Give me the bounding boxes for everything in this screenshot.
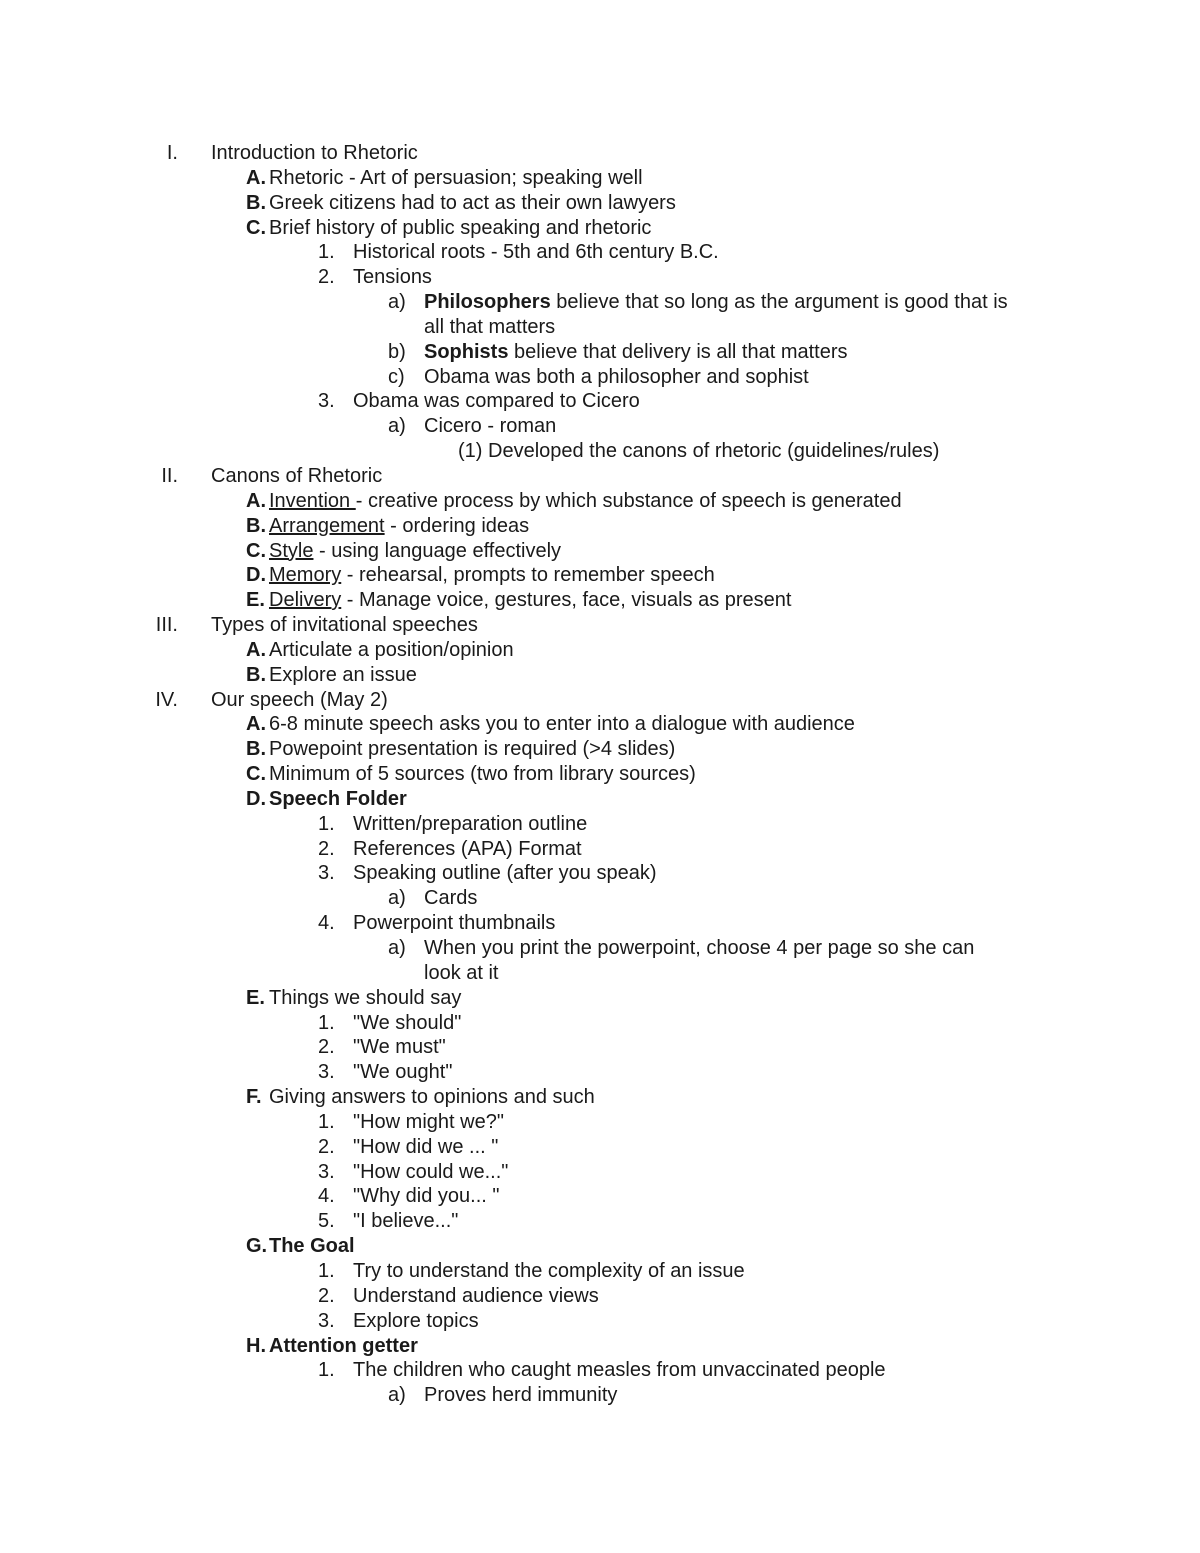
outline-body: Types of invitational speeches — [211, 614, 478, 637]
outline-text — [353, 812, 587, 837]
outline-body: Cards — [424, 887, 478, 910]
outline-marker: a) — [388, 887, 406, 910]
outline-body: Try to understand the complexity of an issue — [353, 1259, 745, 1282]
outline-text — [269, 191, 676, 216]
outline-term: Memory — [269, 564, 342, 587]
outline-text — [269, 216, 651, 241]
outline-marker: B. — [246, 191, 266, 214]
outline-marker: b) — [388, 340, 406, 363]
outline-text — [353, 911, 555, 936]
outline-item — [0, 265, 1200, 290]
outline-body: 6-8 minute speech asks you to enter into a dialogue with audience — [269, 713, 855, 736]
outline-body: Minimum of 5 sources (two from library sources) — [269, 763, 696, 786]
outline-marker: B. — [246, 514, 266, 537]
outline-body: Powepoint presentation is required (>4 slides) — [269, 738, 676, 761]
outline-body: (1) Developed the canons of rhetoric (guidelines/rules) — [458, 440, 940, 463]
outline-marker: 3. — [318, 1160, 335, 1183]
outline-item — [0, 464, 1200, 489]
outline-body: The Goal — [269, 1235, 355, 1258]
outline-body: all that matters — [424, 315, 556, 338]
outline-body: Introduction to Rhetoric — [211, 142, 418, 164]
outline-text — [353, 1060, 452, 1085]
outline-marker: a) — [388, 415, 406, 438]
outline-marker: C. — [246, 216, 266, 239]
outline-body: Greek citizens had to act as their own lawyers — [269, 191, 676, 214]
outline-text — [353, 1184, 499, 1209]
outline-text — [353, 265, 432, 290]
outline-item — [0, 1209, 1200, 1234]
outline-marker: 1. — [318, 1110, 335, 1133]
outline-item — [0, 1309, 1200, 1334]
outline-text — [269, 762, 696, 787]
outline-marker: D. — [246, 787, 266, 810]
outline-term: Invention — [269, 489, 356, 512]
outline-body: - Manage voice, gestures, face, visuals as present — [341, 589, 792, 612]
outline-item — [0, 489, 1200, 514]
outline-term: Delivery — [269, 589, 342, 612]
outline-text — [269, 663, 417, 688]
outline-text — [211, 613, 478, 638]
outline-text — [353, 1259, 745, 1284]
outline-item — [0, 1085, 1200, 1110]
outline-marker: 2. — [318, 837, 335, 860]
outline-marker: a) — [388, 937, 406, 959]
outline-body: Powerpoint thumbnails — [353, 912, 556, 935]
outline-text — [353, 1284, 599, 1309]
outline-term: Philosophers — [424, 291, 551, 314]
outline-text — [353, 1160, 508, 1185]
outline-body: Rhetoric - Art of persuasion; speaking well — [269, 166, 643, 189]
outline-item — [0, 712, 1200, 737]
outline-body: Canons of Rhetoric — [211, 464, 383, 487]
outline-body: Our speech (May 2) — [211, 688, 388, 711]
outline-text — [353, 1110, 504, 1135]
outline-body: Articulate a position/opinion — [269, 638, 514, 661]
outline-item — [0, 588, 1200, 613]
outline-marker: H. — [246, 1334, 266, 1357]
outline-body: believe that so long as the argument is good that is — [550, 291, 1008, 314]
outline-item — [0, 911, 1200, 936]
outline-item — [0, 216, 1200, 241]
outline-marker: 1. — [318, 812, 335, 835]
outline-item — [0, 837, 1200, 862]
outline-text — [424, 936, 974, 961]
outline-body: - creative process by which substance of speech is generated — [355, 489, 902, 512]
outline-item — [0, 762, 1200, 787]
outline-marker: IV. — [155, 688, 178, 711]
outline-item — [0, 638, 1200, 663]
outline-marker: 3. — [318, 1309, 335, 1332]
outline-item — [0, 1035, 1200, 1060]
outline-marker: c) — [388, 365, 405, 388]
outline-marker: I. — [166, 142, 178, 164]
outline-marker: E. — [246, 589, 265, 612]
outline-body: "We must" — [353, 1036, 446, 1059]
outline-item — [0, 961, 1200, 986]
outline-item — [0, 688, 1200, 713]
outline-item — [0, 514, 1200, 539]
outline-item — [0, 1160, 1200, 1185]
outline-marker: C. — [246, 539, 266, 562]
outline-marker: 1. — [318, 1259, 335, 1282]
outline-body: "Why did you... " — [353, 1185, 500, 1208]
outline-item — [0, 812, 1200, 837]
outline-text — [269, 166, 643, 191]
outline-item — [0, 563, 1200, 588]
outline-item — [0, 414, 1200, 439]
outline-marker: 2. — [318, 1135, 335, 1158]
outline-item — [0, 886, 1200, 911]
outline-body: Tensions — [353, 266, 432, 289]
outline-text — [269, 563, 715, 588]
outline-text — [353, 1358, 886, 1383]
outline-marker: A. — [246, 638, 266, 661]
outline-marker: 4. — [318, 1185, 335, 1208]
outline-text — [353, 389, 640, 414]
outline-text — [269, 1334, 418, 1359]
outline-body: "We should" — [353, 1011, 462, 1034]
outline-body: "How might we?" — [353, 1110, 504, 1133]
outline-text — [211, 141, 418, 166]
outline-body: Attention getter — [269, 1334, 418, 1357]
outline-marker: a) — [388, 1384, 406, 1407]
outline-marker: 3. — [318, 1061, 335, 1084]
outline-body: believe that delivery is all that matters — [508, 340, 848, 363]
outline-item — [0, 613, 1200, 638]
outline-marker: a) — [388, 291, 406, 314]
outline-item — [0, 389, 1200, 414]
outline-marker: II. — [161, 464, 178, 487]
outline-body: - rehearsal, prompts to remember speech — [341, 564, 715, 587]
outline-marker: A. — [246, 166, 266, 189]
outline-marker: A. — [246, 489, 266, 512]
outline-body: - ordering ideas — [384, 514, 530, 537]
outline-body: The children who caught measles from unvaccinated people — [353, 1359, 886, 1382]
outline-body: Obama was compared to Cicero — [353, 390, 640, 413]
outline-item — [0, 1135, 1200, 1160]
outline-text — [269, 514, 529, 539]
outline-item — [0, 1383, 1200, 1408]
outline-item — [0, 663, 1200, 688]
outline-body: When you print the powerpoint, choose 4 per page so she can — [424, 937, 975, 959]
outline-item — [0, 787, 1200, 812]
outline-body: Obama was both a philosopher and sophist — [424, 365, 809, 388]
outline-item — [0, 315, 1200, 340]
outline-text — [353, 240, 719, 265]
outline-text — [269, 539, 561, 564]
outline-body: References (APA) Format — [353, 837, 582, 860]
outline-body: - using language effectively — [313, 539, 562, 562]
outline-marker: 1. — [318, 1011, 335, 1034]
outline-text — [424, 365, 809, 390]
outline-body: "How did we ... " — [353, 1135, 499, 1158]
outline-item — [0, 1184, 1200, 1209]
outline-text — [424, 315, 555, 340]
outline-marker: G. — [246, 1235, 268, 1258]
outline-marker: 2. — [318, 1036, 335, 1059]
outline-marker: D. — [246, 564, 266, 587]
outline-item — [0, 365, 1200, 390]
outline-item — [0, 737, 1200, 762]
outline-marker: 5. — [318, 1210, 335, 1233]
outline-body: "We ought" — [353, 1061, 453, 1084]
outline-item — [0, 240, 1200, 265]
outline-text — [269, 588, 791, 613]
outline-body: Speech Folder — [269, 787, 407, 810]
outline-text — [353, 1309, 479, 1334]
outline-marker: 2. — [318, 1284, 335, 1307]
outline-item — [0, 439, 1200, 464]
outline-body: Giving answers to opinions and such — [269, 1086, 595, 1109]
outline-text — [353, 861, 657, 886]
outline-text — [458, 439, 939, 464]
outline-item — [0, 1259, 1200, 1284]
outline-text — [424, 414, 556, 439]
outline-marker: 1. — [318, 1359, 335, 1382]
outline-body: "I believe..." — [353, 1210, 459, 1233]
outline-term: Arrangement — [269, 514, 385, 537]
outline-item — [0, 340, 1200, 365]
outline-item — [0, 290, 1200, 315]
outline-text — [269, 787, 407, 812]
outline-body: "How could we..." — [353, 1160, 509, 1183]
outline-text — [269, 712, 855, 737]
outline-marker: 3. — [318, 390, 335, 413]
outline-text — [211, 688, 388, 713]
outline-text — [211, 464, 382, 489]
outline-marker: III. — [155, 614, 178, 637]
outline-item — [0, 539, 1200, 564]
outline-item — [0, 861, 1200, 886]
outline-body: Historical roots - 5th and 6th century B.C. — [353, 241, 719, 264]
outline-item — [0, 986, 1200, 1011]
outline-term: Style — [269, 539, 314, 562]
outline-marker: 1. — [318, 241, 335, 264]
outline-body: Things we should say — [269, 986, 462, 1009]
outline-text — [424, 961, 498, 986]
outline-item — [0, 1284, 1200, 1309]
outline-text — [424, 290, 1008, 315]
outline-text — [269, 737, 675, 762]
outline-item — [0, 1110, 1200, 1135]
outline-body: Brief history of public speaking and rhetoric — [269, 216, 652, 239]
outline-marker: A. — [246, 713, 266, 736]
outline-item — [0, 141, 1200, 166]
outline-item — [0, 1011, 1200, 1036]
outline-marker: 3. — [318, 862, 335, 885]
outline-marker: E. — [246, 986, 265, 1009]
outline-marker: 4. — [318, 912, 335, 935]
outline-text — [353, 1135, 498, 1160]
outline-text — [353, 837, 582, 862]
outline-text — [353, 1011, 461, 1036]
outline-text — [424, 886, 477, 911]
outline-text — [353, 1209, 458, 1234]
outline-text — [269, 1234, 355, 1259]
outline-marker: C. — [246, 763, 266, 786]
outline-body: Understand audience views — [353, 1284, 599, 1307]
outline-body: Proves herd immunity — [424, 1384, 618, 1407]
outline-text — [424, 340, 848, 365]
outline-text — [424, 1383, 617, 1408]
outline-marker: 2. — [318, 266, 335, 289]
outline-body: Speaking outline (after you speak) — [353, 862, 657, 885]
outline-item — [0, 191, 1200, 216]
outline-body: Written/preparation outline — [353, 812, 588, 835]
outline-marker: B. — [246, 738, 266, 761]
outline-marker: B. — [246, 663, 266, 686]
outline-body: look at it — [424, 961, 499, 984]
outline-marker: F. — [246, 1086, 262, 1109]
outline-body: Explore an issue — [269, 663, 417, 686]
outline-text — [269, 489, 902, 514]
outline-item — [0, 1334, 1200, 1359]
outline-text — [353, 1035, 446, 1060]
outline-item — [0, 1060, 1200, 1085]
outline-item — [0, 1234, 1200, 1259]
outline-body: Explore topics — [353, 1309, 479, 1332]
outline-text — [269, 986, 461, 1011]
outline-body: Cicero - roman — [424, 415, 557, 438]
outline-item — [0, 166, 1200, 191]
outline-item — [0, 936, 1200, 961]
outline-item — [0, 1358, 1200, 1383]
outline-text — [269, 1085, 595, 1110]
outline-text — [269, 638, 514, 663]
outline — [0, 141, 1200, 1408]
outline-term: Sophists — [424, 340, 509, 363]
